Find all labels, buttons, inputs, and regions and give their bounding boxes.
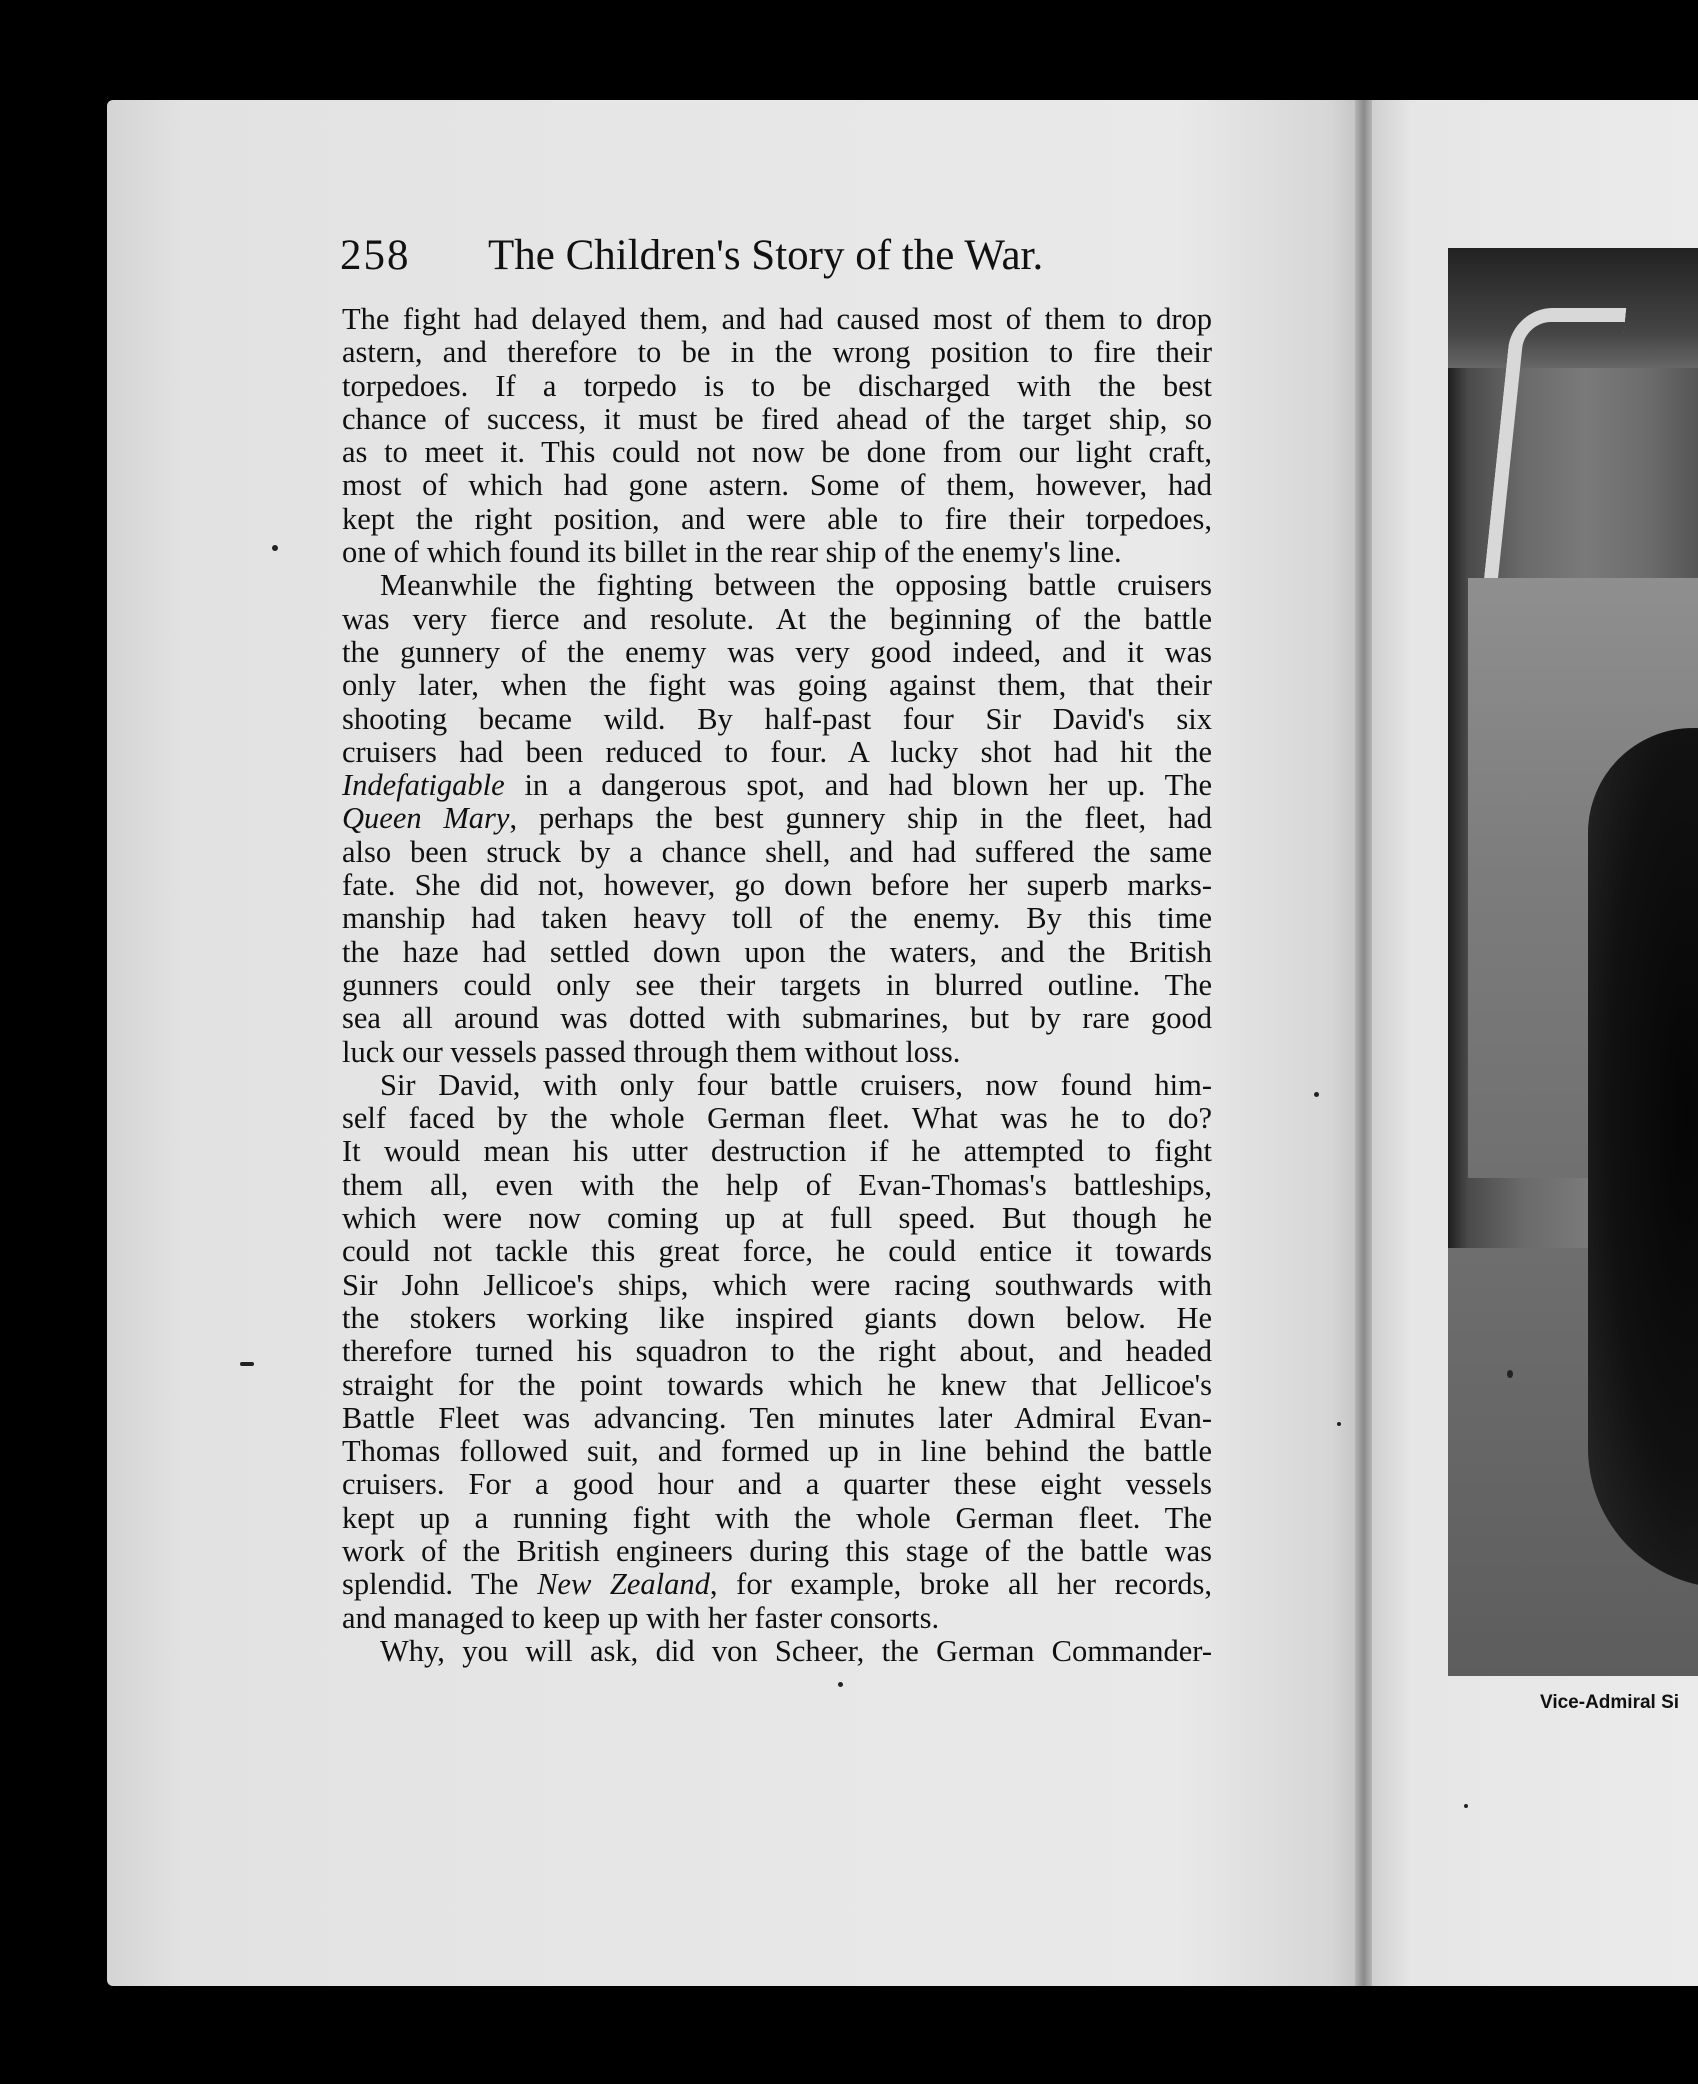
text-line	[342, 769, 1212, 802]
photo-figure	[1588, 728, 1698, 1588]
text-line: Sir John Jellicoe's ships, which were racing southwards with	[342, 1267, 1212, 1302]
text-line: astern, and therefore to be in the wrong position to fire their	[342, 335, 1212, 370]
text-line: Sir David, with only four battle cruisers, now found him-	[380, 1067, 1212, 1102]
text-line: The fight had delayed them, and had caused most of them to drop	[342, 302, 1212, 336]
page-number: 258	[340, 232, 411, 279]
text-line: most of which had gone astern. Some of them, however, had	[342, 468, 1212, 503]
text-line: only later, when the fight was going against them, that their	[342, 668, 1212, 703]
text-line: which were now coming up at full speed. But though he	[342, 1201, 1212, 1236]
text-line: kept the right position, and were able to fire their torpedoes,	[342, 501, 1212, 536]
text-line: chance of success, it must be fired ahead of the target ship, so	[342, 401, 1212, 436]
running-head	[340, 225, 1220, 285]
dust-speck	[240, 1362, 254, 1366]
dust-speck	[1464, 1804, 1468, 1808]
ship-name: Queen Mary	[342, 801, 510, 836]
dust-speck	[1314, 1092, 1319, 1097]
text-line: fate. She did not, however, go down before her superb marks-	[342, 868, 1212, 903]
text-line: luck our vessels passed through them without loss.	[342, 1034, 961, 1069]
text-line: manship had taken heavy toll of the enemy. By this time	[342, 901, 1212, 936]
text-line: straight for the point towards which he knew that Jellicoe's	[342, 1367, 1212, 1402]
text-line: Why, you will ask, did von Scheer, the German Commander-	[380, 1633, 1212, 1668]
text-segment: splendid. The	[342, 1567, 538, 1602]
text-line: one of which found its billet in the rear ship of the enemy's line.	[342, 535, 1122, 570]
text-line: cruisers had been reduced to four. A lucky shot had hit the	[342, 734, 1212, 769]
text-line: It would mean his utter destruction if he attempted to fight	[342, 1134, 1212, 1169]
body-text	[342, 303, 1212, 1668]
text-line: torpedoes. If a torpedo is to be discharged with the best	[342, 368, 1212, 403]
text-line: and managed to keep up with her faster consorts.	[342, 1600, 940, 1635]
text-line: gunners could only see their targets in blurred outline. The	[342, 967, 1212, 1002]
text-line: the gunnery of the enemy was very good indeed, and it was	[342, 634, 1212, 669]
text-line: the stokers working like inspired giants down below. He	[342, 1300, 1212, 1335]
dust-speck	[838, 1682, 843, 1687]
text-line: could not tackle this great force, he could entice it towards	[342, 1234, 1212, 1269]
text-line: work of the British engineers during this stage of the battle was	[342, 1533, 1212, 1568]
text-line: sea all around was dotted with submarines, but by rare good	[342, 1001, 1212, 1036]
dust-speck	[272, 545, 278, 551]
text-line: cruisers. For a good hour and a quarter these eight vessels	[342, 1467, 1212, 1502]
text-segment: , perhaps the best gunnery ship in the fleet, had	[509, 801, 1212, 836]
dust-speck	[1507, 1370, 1513, 1378]
text-line	[342, 1568, 1212, 1601]
running-title: The Children's Story of the War.	[488, 232, 1044, 279]
text-line: Battle Fleet was advancing. Ten minutes later Admiral Evan-	[342, 1400, 1212, 1435]
text-line: them all, even with the help of Evan-Thomas's battleships,	[342, 1167, 1212, 1202]
text-line: the haze had settled down upon the waters, and the British	[342, 934, 1212, 969]
ship-name: New Zealand	[537, 1567, 710, 1602]
text-line	[342, 802, 1212, 835]
text-segment: in a dangerous spot, and had blown her up. The	[504, 768, 1212, 803]
dust-speck	[1337, 1422, 1341, 1426]
text-line: kept up a running fight with the whole German fleet. The	[342, 1500, 1212, 1535]
text-line: self faced by the whole German fleet. What was he to do?	[342, 1101, 1212, 1136]
portrait-photo	[1448, 248, 1698, 1676]
ship-name: Indefatigable	[342, 768, 505, 803]
photo-caption: Vice-Admiral Si	[1540, 1692, 1680, 1713]
text-segment: , for example, broke all her records,	[709, 1567, 1212, 1602]
text-line: Meanwhile the fighting between the opposing battle cruisers	[380, 568, 1212, 603]
text-line: shooting became wild. By half-past four Sir David's six	[342, 701, 1212, 736]
text-line: also been struck by a chance shell, and had suffered the same	[342, 834, 1212, 869]
text-line: as to meet it. This could not now be done from our light craft,	[342, 435, 1212, 470]
text-line: therefore turned his squadron to the right about, and headed	[342, 1334, 1212, 1369]
text-line: Thomas followed suit, and formed up in line behind the battle	[342, 1434, 1212, 1469]
text-line: was very fierce and resolute. At the beginning of the battle	[342, 601, 1212, 636]
